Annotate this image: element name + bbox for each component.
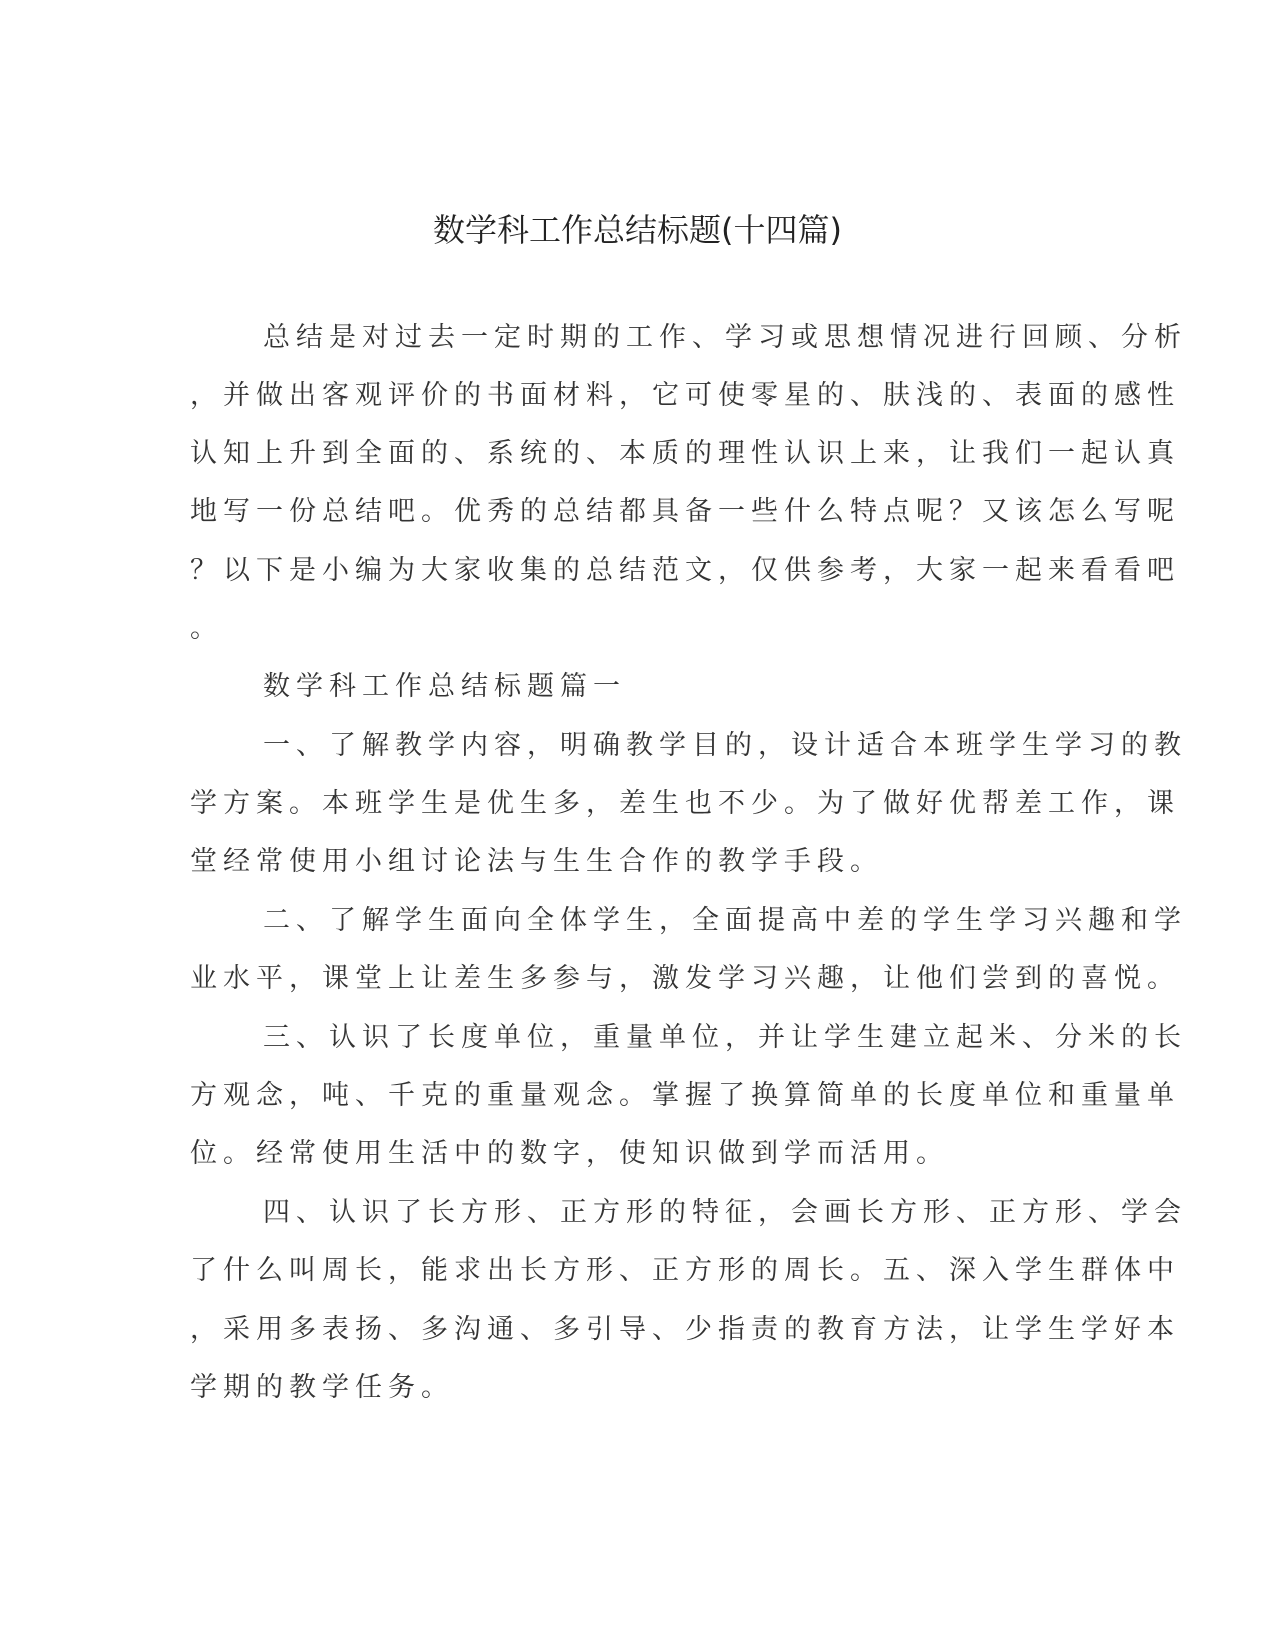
intro-line-5: ？以下是小编为大家收集的总结范文，仅供参考，大家一起来看看吧 (190, 555, 1180, 586)
paragraph-line: 学期的教学任务。 (190, 1372, 454, 1403)
document-title: 数学科工作总结标题(十四篇) (433, 211, 842, 249)
intro-line-3: 认知上升到全面的、系统的、本质的理性认识上来，让我们一起认真 (190, 438, 1180, 469)
paragraph-line: 堂经常使用小组讨论法与生生合作的教学手段。 (190, 846, 883, 877)
paragraph-line: 一、了解教学内容，明确教学目的，设计适合本班学生学习的教 (263, 730, 1187, 761)
paragraph-line: 业水平，课堂上让差生多参与，激发学习兴趣，让他们尝到的喜悦。 (190, 963, 1180, 994)
paragraph-line: 三、认识了长度单位，重量单位，并让学生建立起米、分米的长 (263, 1022, 1187, 1053)
section-heading: 数学科工作总结标题篇一 (263, 671, 626, 702)
paragraph-line: 四、认识了长方形、正方形的特征，会画长方形、正方形、学会 (263, 1197, 1187, 1228)
intro-line-1: 总结是对过去一定时期的工作、学习或思想情况进行回顾、分析 (263, 322, 1187, 353)
intro-line-4: 地写一份总结吧。优秀的总结都具备一些什么特点呢？又该怎么写呢 (190, 496, 1180, 527)
intro-line-6: 。 (190, 613, 223, 644)
intro-line-2: ，并做出客观评价的书面材料，它可使零星的、肤浅的、表面的感性 (190, 380, 1180, 411)
paragraph-line: ，采用多表扬、多沟通、多引导、少指责的教育方法，让学生学好本 (190, 1314, 1180, 1345)
paragraph-line: 位。经常使用生活中的数字，使知识做到学而活用。 (190, 1138, 949, 1169)
paragraph-line: 学方案。本班学生是优生多，差生也不少。为了做好优帮差工作，课 (190, 788, 1180, 819)
paragraph-line: 方观念，吨、千克的重量观念。掌握了换算简单的长度单位和重量单 (190, 1080, 1180, 1111)
paragraph-line: 二、了解学生面向全体学生，全面提高中差的学生学习兴趣和学 (263, 905, 1187, 936)
paragraph-line: 了什么叫周长，能求出长方形、正方形的周长。五、深入学生群体中 (190, 1255, 1180, 1286)
